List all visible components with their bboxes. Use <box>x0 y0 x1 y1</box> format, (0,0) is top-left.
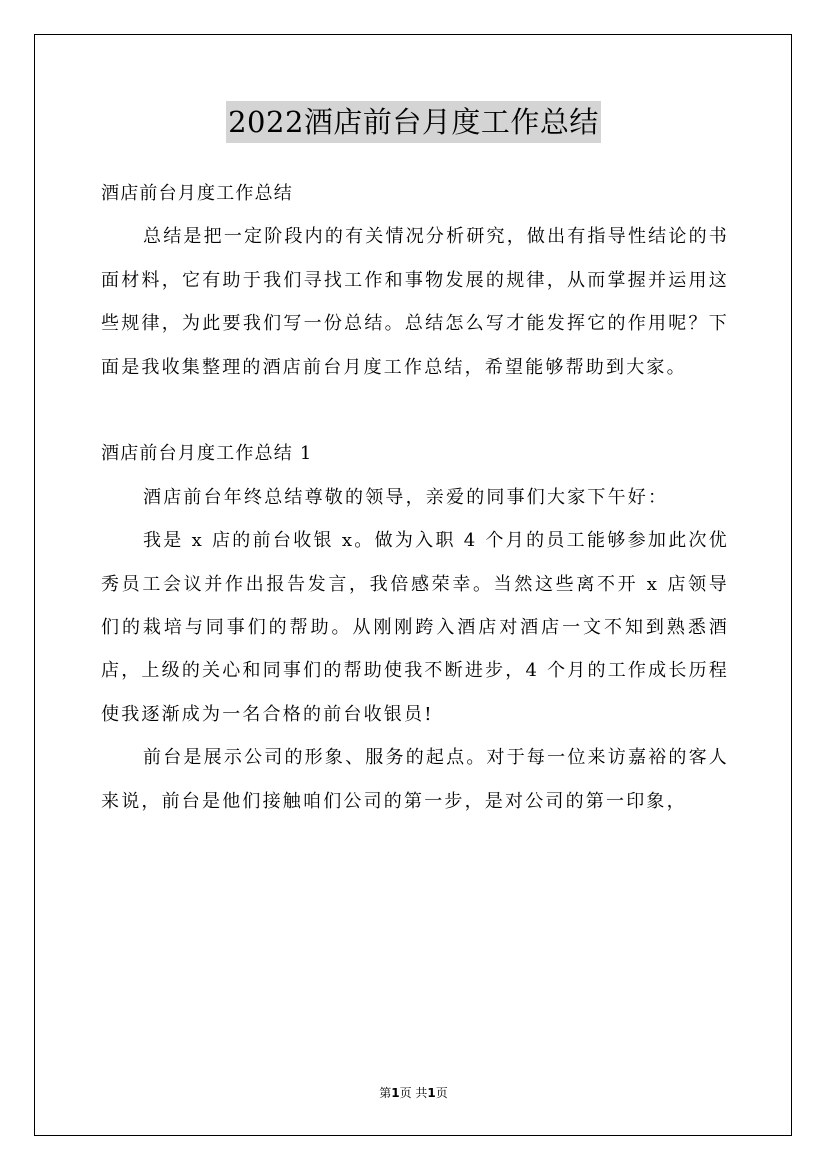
document-title: 2022酒店前台月度工作总结 <box>226 101 601 143</box>
page-footer <box>0 1084 827 1101</box>
total-page-number: 1 <box>427 1086 436 1100</box>
intro-heading: 酒店前台月度工作总结 <box>101 183 293 204</box>
intro-paragraph: 总结是把一定阶段内的有关情况分析研究，做出有指导性结论的书面材料，它有助于我们寻找工作和事物发展的规律，从而掌握并运用这些规律，为此要我们写一份总结。总结怎么写才能发挥它的作用呢？下面是我收集整理的酒店前台月度工作总结，希望能够帮助到大家。 <box>101 226 729 378</box>
document-body <box>101 172 729 823</box>
footer-suffix: 页 <box>435 1086 448 1100</box>
body-paragraph: 我是 x 店的前台收银 x。做为入职 4 个月的员工能够参加此次优秀员工会议并作出报告发言，我倍感荣幸。当然这些离不开 x 店领导们的栽培与同事们的帮助。从刚刚跨入酒店对酒店一文不知到熟悉酒店，上级的关心和同事们的帮助使我不断进步，4 个月的工作成长历程使我逐渐成为一名合格的前台收银员! <box>101 530 729 725</box>
title-container <box>0 101 827 143</box>
section-heading: 酒店前台月度工作总结 1 <box>101 443 313 465</box>
greeting-paragraph: 酒店前台年终总结尊敬的领导，亲爱的同事们大家下午好： <box>143 486 669 508</box>
body-paragraph: 前台是展示公司的形象、服务的起点。对于每一位来访嘉裕的客人来说，前台是他们接触咱们公司的第一步，是对公司的第一印象， <box>101 747 729 812</box>
blank-line <box>101 389 729 432</box>
footer-prefix: 第 <box>379 1086 392 1100</box>
current-page-number: 1 <box>391 1086 400 1100</box>
footer-middle: 页 共 <box>399 1086 428 1100</box>
